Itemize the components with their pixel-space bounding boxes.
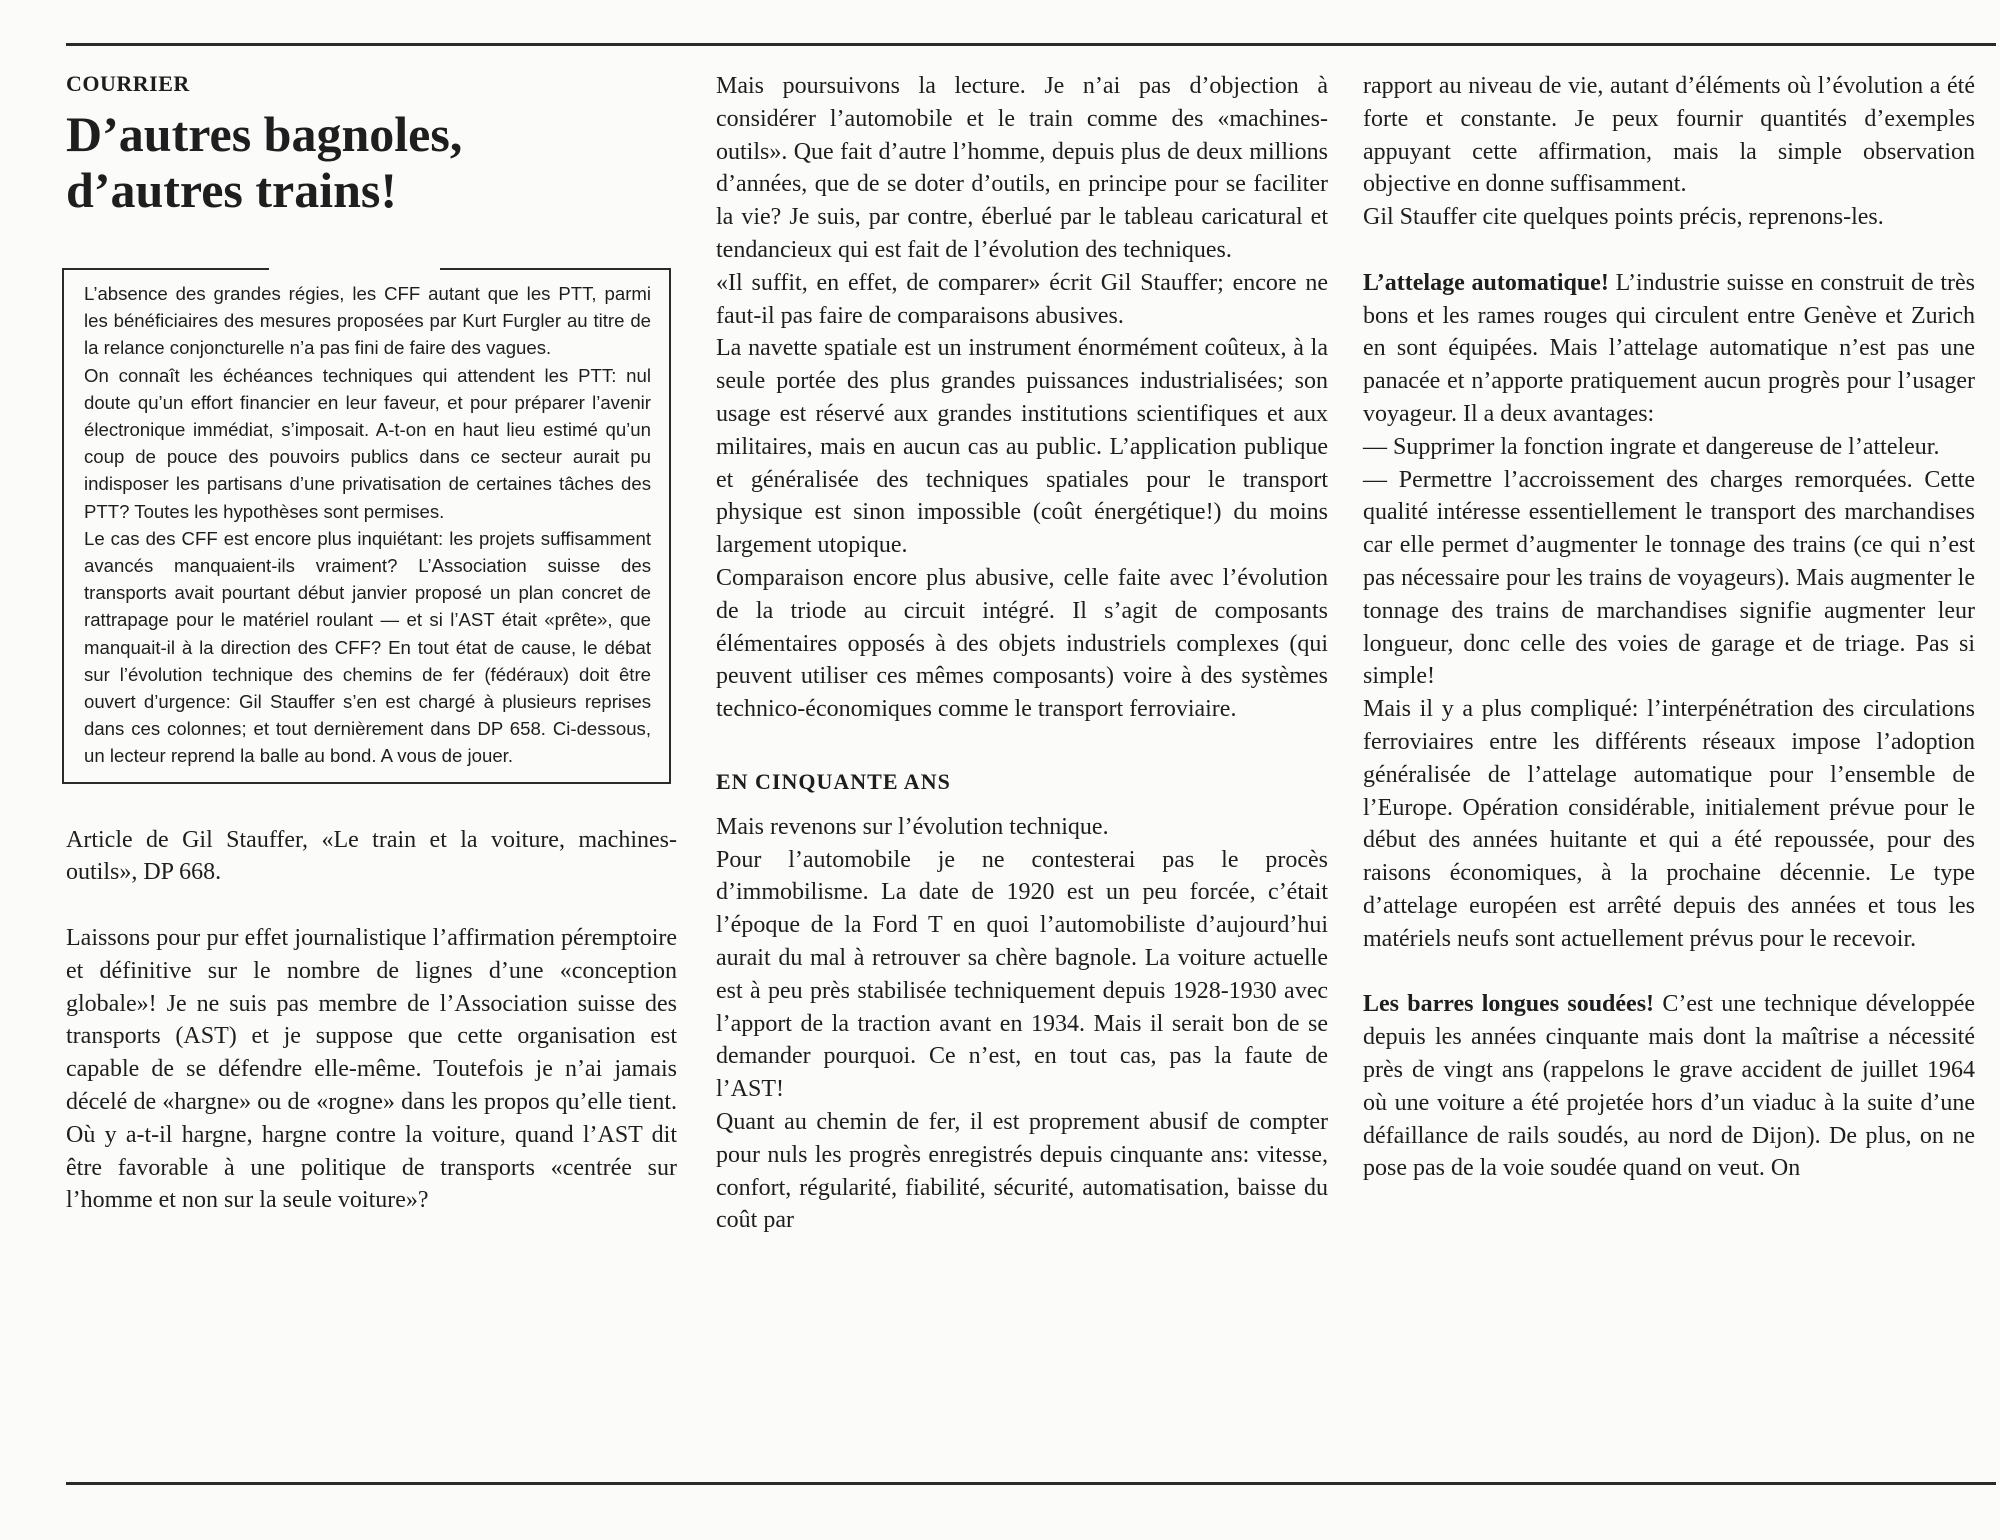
column-3	[1363, 70, 1975, 1185]
headline	[66, 106, 677, 218]
body-paragraph: Mais revenons sur l’évolution technique.	[716, 813, 1109, 840]
column-2	[716, 70, 1328, 1237]
body-paragraph: Mais il y a plus compliqué: l’interpénétration des circulations ferroviaires entre les différents réseaux impose l’adoption généralisée de l’attelage automatique pour l’ensemble de l’Europe. Opération considérable, initialement prévue pour le début des années huitante et qui a été repoussée, pour des raisons économiques, à la prochaine décennie. Le type d’attelage européen est arrêté depuis des années et tous les matériels neufs sont actuellement prévus pour le recevoir.	[1363, 696, 1975, 952]
section-title: EN CINQUANTE ANS	[716, 768, 951, 794]
body-paragraph: «Il suffit, en effet, de comparer» écrit Gil Stauffer; encore ne faut-il pas faire de comparaisons abusives.	[716, 269, 1328, 329]
kicker: COURRIER	[66, 71, 190, 96]
lead-in: Les barres longues soudées!	[1363, 991, 1655, 1018]
headline-line-2: d’autres trains!	[66, 162, 398, 218]
body-paragraph: Comparaison encore plus abusive, celle faite avec l’évolution de la triode au circuit intégré. Il s’agit de composants élémentaires opposés à des objets industriels complexes (qui peuvent utiliser ces mêmes composants) voire à des systèmes technico-économiques comme le transport ferroviaire.	[716, 564, 1328, 723]
bottom-rule	[66, 1482, 1996, 1485]
article-reference: Article de Gil Stauffer, «Le train et la voiture, machines-outils», DP 668.	[66, 826, 677, 886]
lead-in: L’attelage automatique!	[1363, 269, 1609, 296]
body-paragraph: La navette spatiale est un instrument énormément coûteux, à la seule portée des plus grandes puissances industrialisées; son usage est réservé aux grandes institutions scientifiques et aux militaires, mais en aucun cas au public. L’application publique et généralisée des techniques spatiales pour le transport physique est sinon impossible (coût énergétique!) du moins largement utopique.	[716, 335, 1328, 559]
body-paragraph: Gil Stauffer cite quelques points précis, reprenons-les.	[1363, 204, 1884, 231]
body-paragraph: Laissons pour pur effet journalistique l’affirmation péremptoire et définitive sur le nombre de lignes d’une «conception globale»! Je ne suis pas membre de l’Association suisse des transports (AST) et je suppose que cette organisation est capable de se défendre elle-même. Toutefois je n’ai jamais décelé de «hargne» ou de «rogne» dans les propos qu’elle tient. Où y a-t-il hargne, hargne contre la voiture, quand l’AST dit être favorable à une politique de transports «centrée sur l’homme et non sur la seule voiture»?	[66, 925, 677, 1214]
body-paragraph: rapport au niveau de vie, autant d’éléments où l’évolution a été forte et constante. Je peux fournir quantités d’exemples appuyant cette affirmation, mais la simple observation objective en donne suffisamment.	[1363, 73, 1975, 198]
lead-text: C’est une technique développée depuis les années cinquante mais dont la maîtrise a nécessité près de vingt ans (rappelons le grave accident de juillet 1964 où une voiture a été projetée hors d’un viaduc à la suite d’une défaillance de rails soudés, au nord de Dijon). De plus, on ne pose pas de la voie soudée quand on veut. On	[1363, 991, 1975, 1182]
intro-box	[62, 268, 671, 784]
body-paragraph: Quant au chemin de fer, il est proprement abusif de compter pour nuls les progrès enregistrés depuis cinquante ans: vitesse, confort, régularité, fiabilité, sécurité, automatisation, baisse du coût par	[716, 1108, 1328, 1234]
lead-text: L’industrie suisse en construit de très bons et les rames rouges qui circulent entre Genève et Zurich en sont équipées. Mais l’attelage automatique n’est pas une panacée et n’apporte pratiquement aucun progrès pour l’usager voyageur. Il a deux avantages:	[1363, 269, 1975, 427]
column-1	[66, 70, 677, 1217]
body-paragraph: Pour l’automobile je ne contesterai pas le procès d’immobilisme. La date de 1920 est un peu forcée, c’était l’époque de la Ford T en quoi l’automobiliste d’aujourd’hui aurait du mal à retrouver sa chère bagnole. La voiture actuelle est à peu près stabilisée techniquement depuis 1928-1930 avec l’apport de la traction avant en 1934. Mais il serait bon de se demander pourquoi. Ce n’est, en tout cas, pas la faute de l’AST!	[716, 846, 1328, 1103]
headline-line-1: D’autres bagnoles,	[66, 106, 463, 162]
body-paragraph	[1363, 988, 1975, 1185]
intro-paragraph: Le cas des CFF est encore plus inquiétant: les projets suffisamment avancés manquaient-ils vraiment? L’Association suisse des transports avait pourtant début janvier proposé un plan concret de rattrapage pour le matériel roulant — et si l’AST était «prête», que manquait-il à la direction des CFF? En tout état de cause, le débat sur l’évolution technique des chemins de fer (fédéraux) doit être ouvert d’urgence: Gil Stauffer s’en est chargé à plusieurs reprises dans ces colonnes; et tout dernièrement dans DP 658. Ci-dessous, un lecteur reprend la balle au bond. A vous de jouer.	[84, 527, 651, 767]
body-paragraph: Mais poursuivons la lecture. Je n’ai pas d’objection à considérer l’automobile et le train comme des «machines-outils». Que fait d’autre l’homme, depuis plus de deux millions d’années, que de se doter d’outils, en principe pour se faciliter la vie? Je suis, par contre, éberlué par le tableau caricatural et tendancieux qui est fait de l’évolution des techniques.	[716, 73, 1328, 263]
body-paragraph: — Permettre l’accroissement des charges remorquées. Cette qualité intéresse essentiellement le transport des marchandises car elle permet d’augmenter le tonnage des trains (ce qui n’est pas nécessaire pour les trains de voyageurs). Mais augmenter le tonnage des trains de marchandises signifie augmenter leur longueur, donc celle des voies de garage et de triage. Pas si simple!	[1363, 466, 1975, 690]
intro-paragraph: L’absence des grandes régies, les CFF autant que les PTT, parmi les bénéficiaires des mesures proposées par Kurt Furgler au titre de la relance conjoncturelle n’a pas fini de faire des vagues.	[84, 283, 651, 359]
intro-paragraph: On connaît les échéances techniques qui attendent les PTT: nul doute qu’un effort financier en leur faveur, et pour préparer l’avenir électronique immédiat, s’imposait. A-t-on en haut lieu estimé qu’un coup de pouce des pouvoirs publics dans ce secteur aurait pu indisposer les partisans d’une privatisation de certaines tâches des PTT? Toutes les hypothèses sont permises.	[84, 364, 651, 522]
body-paragraph	[1363, 267, 1975, 431]
top-rule	[66, 43, 1996, 46]
body-paragraph: — Supprimer la fonction ingrate et dangereuse de l’atteleur.	[1363, 433, 1940, 460]
